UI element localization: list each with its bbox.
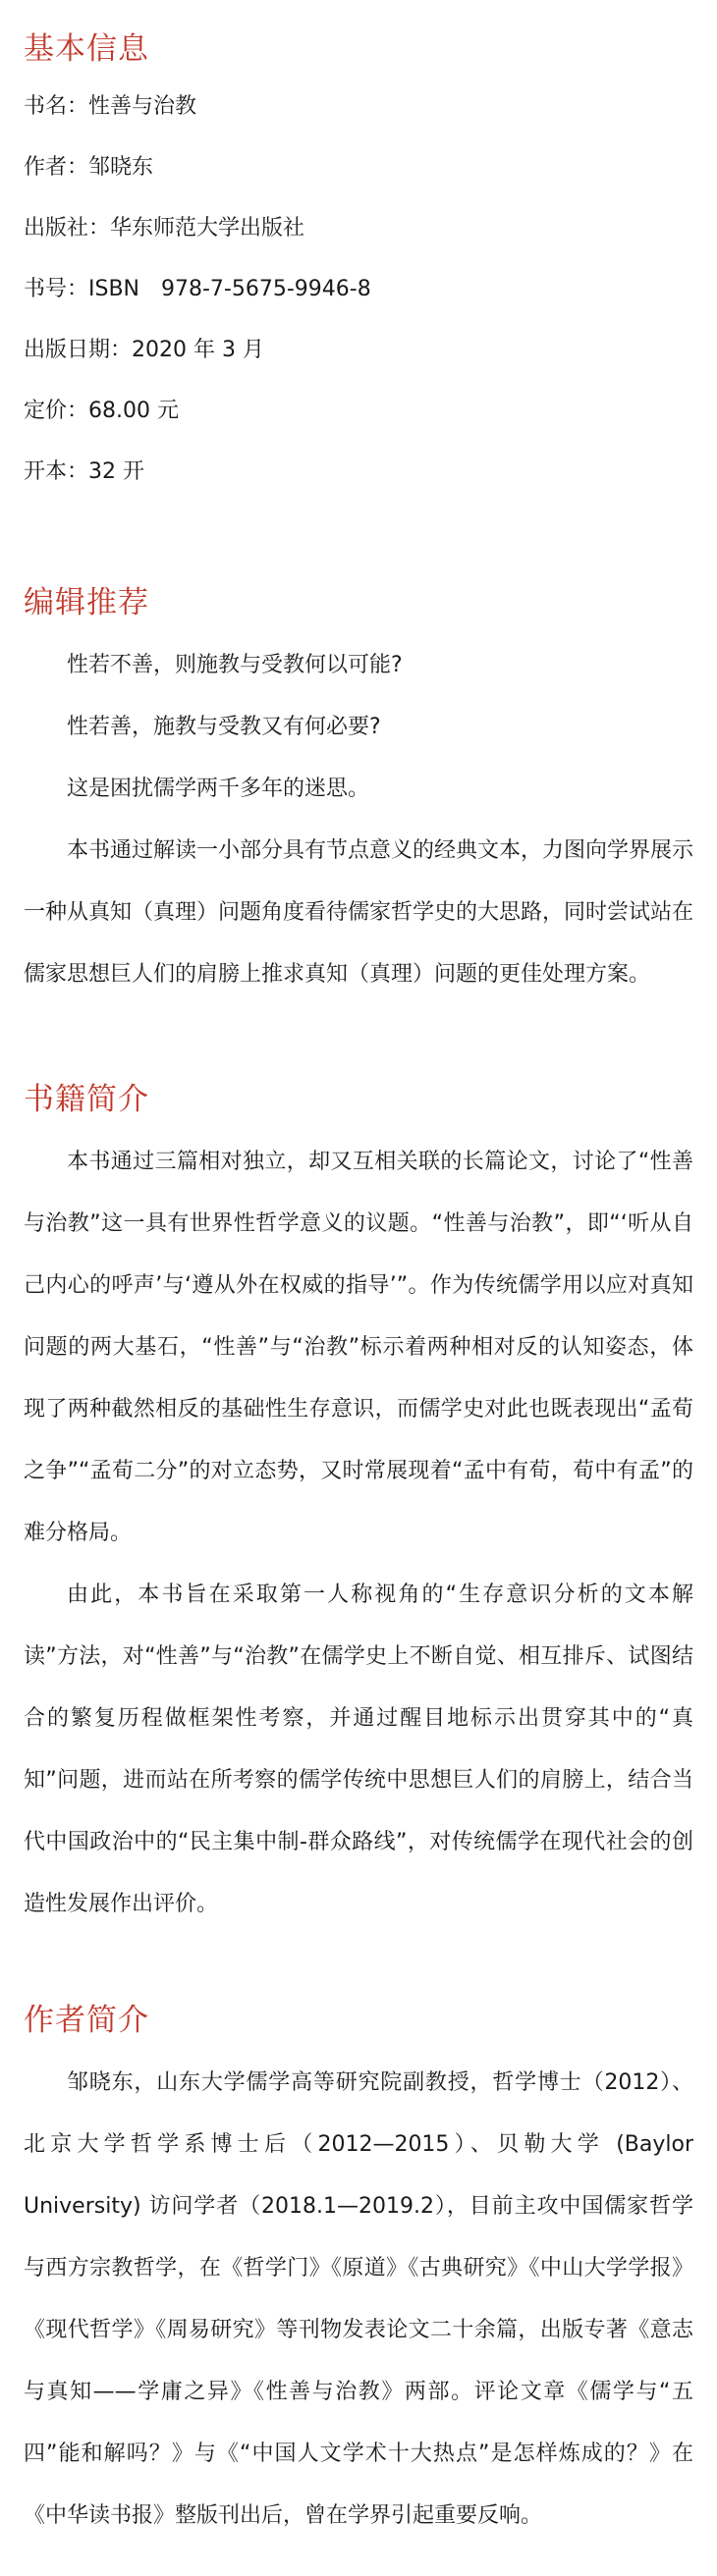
book-format: 开本：32 开 — [24, 459, 144, 484]
author-bio-section — [24, 2001, 693, 2547]
editor-line: 性若善，施教与受教又有何必要? — [67, 715, 381, 739]
book-name: 书名：性善与治教 — [24, 94, 197, 119]
editor-line: 性若不善，则施教与受教何以可能? — [67, 653, 403, 677]
basic-info-section — [24, 29, 693, 518]
editor-recommendation-body — [24, 634, 693, 1005]
book-intro-title: 书籍简介 — [24, 1082, 149, 1117]
editor-line: 这是困扰儒学两千多年的迷思。 — [67, 777, 370, 801]
basic-info-title: 基本信息 — [24, 31, 149, 67]
book-intro-section — [24, 1080, 693, 1935]
basic-info-list — [24, 92, 693, 518]
book-publisher: 出版社：华东师范大学出版社 — [24, 216, 305, 241]
editor-recommendation-title: 编辑推荐 — [24, 585, 149, 620]
editor-paragraph: 本书通过解读一小部分具有节点意义的经典文本，力图向学界展示一种从真知（真理）问题角度看待儒家哲学史的大思路，同时尝试站在儒家思想巨人们的肩膀上推求真知（真理）问题的更佳处理方案。 — [24, 838, 694, 987]
intro-paragraph: 由此，本书旨在采取第一人称视角的“生存意识分析的文本解读”方法，对“性善”与“治教”在儒学史上不断自觉、相互排斥、试图结合的繁复历程做框架性考察，并通过醒目地标示出贯穿其中的“真知”问题，进而站在所考察的儒学传统中思想巨人们的肩膀上，结合当代中国政治中的“民主集中制-群众路线”，对传统儒学在现代社会的创造性发展作出评价。 — [24, 1583, 693, 1916]
book-price: 定价：68.00 元 — [24, 399, 179, 423]
book-intro-body — [24, 1131, 693, 1935]
book-isbn: 书号：ISBN 978-7-5675-9946-8 — [24, 277, 371, 301]
book-pub-date: 出版日期：2020 年 3 月 — [24, 338, 264, 362]
book-author: 作者：邹晓东 — [24, 155, 154, 180]
editor-recommendation-section — [24, 583, 693, 1005]
author-paragraph: 邹晓东，山东大学儒学高等研究院副教授，哲学博士（2012）、北京大学哲学系博士后（2012—2015）、贝勒大学 (Baylor University) 访问学者（2018.1—2019.2），目前主攻中国儒家哲学与西方宗教哲学，在《哲学门》《原道》《古典研究》《中山大学学报》《现代哲学》《周易研究》等刊物发表论文二十余篇，出版专著《意志与真知——学庸之异》《性善与治教》两部。评论文章《儒学与“五四”能和解吗？》与《“中国人文学术十大热点”是怎样炼成的？》在《中华读书报》整版刊出后，曾在学界引起重要反响。 — [24, 2070, 693, 2528]
intro-paragraph: 本书通过三篇相对独立，却又互相关联的长篇论文，讨论了“性善与治教”这一具有世界性哲学意义的议题。“性善与治教”，即“‘听从自己内心的呼声’与‘遵从外在权威的指导’”。作为传统儒学用以应对真知问题的两大基石，“性善”与“治教”标示着两种相对反的认知姿态，体现了两种截然相反的基础性生存意识，而儒学史对此也既表现出“孟荀之争”“孟荀二分”的对立态势，又时常展现着“孟中有荀，荀中有孟”的难分格局。 — [24, 1150, 693, 1545]
author-bio-body — [24, 2052, 693, 2547]
author-bio-title: 作者简介 — [24, 2003, 149, 2038]
